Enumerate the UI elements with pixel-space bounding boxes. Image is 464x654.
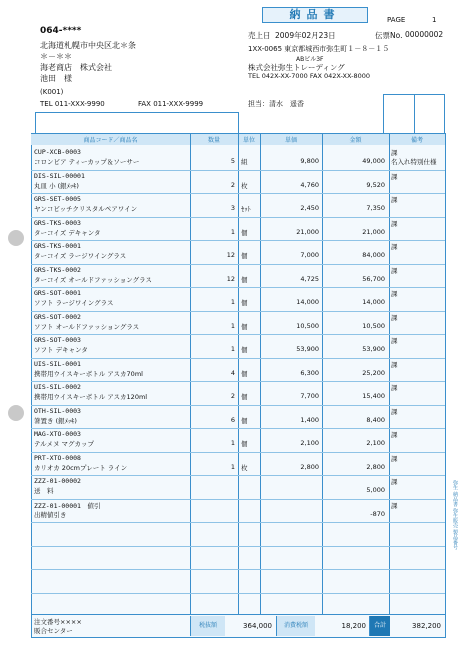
- row-tax-mark: 課: [391, 219, 398, 228]
- row-amount: 14,000: [362, 298, 385, 306]
- row-item-code: MAG-XTO-0003: [34, 430, 81, 438]
- footer-memo-2: 販合センター: [34, 627, 73, 635]
- col-divider: [389, 134, 390, 614]
- row-tax-mark: 課: [391, 290, 398, 298]
- row-amount: 5,000: [366, 486, 385, 494]
- row-divider: [31, 358, 445, 359]
- row-qty: 3: [230, 204, 235, 212]
- issuer-tel-fax: TEL 042X-XX-7000 FAX 042X-XX-8000: [248, 72, 370, 80]
- row-amount: 56,700: [362, 274, 385, 283]
- row-amount: 15,400: [362, 392, 385, 400]
- col-divider: [260, 134, 261, 614]
- row-unit: 個: [241, 228, 248, 237]
- row-price: 53,900: [296, 345, 319, 353]
- row-amount: 7,350: [366, 204, 385, 212]
- row-item-name: カリオカ 20cmプレート ライン: [34, 463, 128, 472]
- footer-memo-1: 注文番号××××: [34, 618, 82, 626]
- row-item-code: CUP-XCB-0003: [34, 148, 81, 156]
- header-item: 商品コード／商品名: [83, 137, 138, 144]
- row-tax-mark: 課: [391, 360, 398, 369]
- row-unit: 枚: [241, 463, 248, 472]
- row-unit: ｾｯﾄ: [241, 205, 251, 213]
- row-price: 9,800: [300, 157, 319, 165]
- row-item-code: ZZZ-01-00002: [34, 477, 81, 485]
- row-divider: [31, 170, 445, 171]
- row-unit: 個: [241, 416, 248, 425]
- row-tax-mark: 課: [391, 172, 398, 181]
- row-amount: 2,800: [366, 462, 385, 471]
- subtotal-value: 364,000: [243, 622, 272, 630]
- row-item-name: コロンビア ティーカップ＆ソーサー: [34, 158, 140, 166]
- row-item-code: GRS-TKS-0002: [34, 265, 81, 274]
- row-item-code: UIS-SIL-0001: [34, 359, 81, 368]
- row-unit: 個: [241, 369, 248, 378]
- row-item-code: GRS-TKS-0001: [34, 242, 81, 250]
- customer-code-box: [35, 112, 239, 134]
- row-tax-mark: 課: [391, 337, 398, 345]
- row-unit: 枚: [241, 181, 248, 190]
- footer-divider: [31, 614, 445, 615]
- row-price: 4,725: [300, 274, 319, 283]
- row-divider: [31, 593, 445, 594]
- row-amount: 2,100: [366, 439, 385, 447]
- row-amount: 49,000: [362, 157, 385, 165]
- row-amount: 10,500: [362, 321, 385, 330]
- row-tax-mark: 課: [391, 313, 398, 322]
- page-number: 1: [432, 16, 437, 24]
- punch-hole-bottom: [8, 405, 24, 421]
- margin-text: 弥生 納品書 弥生販売 製品番号: [452, 480, 458, 550]
- row-price: 21,000: [296, 227, 319, 236]
- row-qty: 1: [230, 462, 235, 471]
- row-qty: 12: [226, 251, 235, 259]
- row-item-name: 携帯用ウイスキーボトル アスカ120ml: [34, 393, 148, 401]
- row-divider: [31, 522, 445, 523]
- row-price: 2,800: [300, 462, 319, 471]
- row-item-code: GRS-SOT-0003: [34, 336, 81, 344]
- row-qty: 1: [230, 439, 235, 447]
- issuer-address-1: 1XX-0065 東京都城西市弥生町１－８－１５: [248, 45, 390, 53]
- row-qty: 4: [230, 368, 235, 377]
- customer-tel: TEL 011-XXX-9990: [40, 100, 105, 108]
- row-item-name: ソフト オールドファッショングラス: [34, 322, 140, 331]
- row-item-code: DIS-SIL-00001: [34, 171, 85, 180]
- document-title: 納品書: [262, 7, 368, 23]
- row-price: 6,300: [300, 368, 319, 377]
- slip-no-label: 伝票No.: [375, 31, 403, 40]
- row-qty: 6: [230, 415, 235, 424]
- row-divider: [31, 217, 445, 218]
- page-label: PAGE: [387, 16, 406, 24]
- row-tax-mark: 課: [391, 149, 398, 157]
- row-divider: [31, 569, 445, 570]
- row-amount: 21,000: [362, 227, 385, 236]
- row-divider: [31, 334, 445, 335]
- customer-fax: FAX 011-XXX-9999: [138, 100, 204, 108]
- row-amount: -870: [370, 509, 385, 518]
- total-value: 382,200: [412, 622, 441, 630]
- row-amount: 53,900: [362, 345, 385, 353]
- row-price: 14,000: [296, 298, 319, 306]
- tax-value: 18,200: [341, 622, 366, 630]
- tax-label: 消費税額: [276, 616, 315, 636]
- row-divider: [31, 452, 445, 453]
- row-divider: [31, 381, 445, 382]
- row-price: 2,450: [300, 204, 319, 212]
- row-unit: 組: [241, 158, 248, 166]
- row-tax-mark: 課: [391, 266, 398, 275]
- row-price: 10,500: [296, 321, 319, 330]
- row-item-name: ターコイズ オールドファッショングラス: [34, 275, 152, 284]
- row-tax-mark: 課: [391, 501, 398, 510]
- col-divider: [238, 134, 239, 614]
- row-price: 7,000: [300, 251, 319, 259]
- row-tax-mark: 課: [391, 478, 398, 486]
- row-item-name: 出精値引き: [34, 510, 67, 519]
- row-qty: 5: [230, 157, 235, 165]
- row-item-name: 丸皿 小 (銀ﾒｯｷ): [34, 181, 79, 190]
- row-qty: 1: [230, 227, 235, 236]
- row-divider: [31, 287, 445, 288]
- row-item-name: ソフト デキャンタ: [34, 346, 88, 354]
- col-divider: [322, 134, 323, 614]
- total-label: 合計: [369, 616, 390, 636]
- stamp-box: [383, 94, 445, 134]
- row-item-code: UIS-SIL-0002: [34, 383, 81, 391]
- row-price: 1,400: [300, 415, 319, 424]
- row-price: 2,100: [300, 439, 319, 447]
- row-divider: [31, 428, 445, 429]
- row-item-name: 送 料: [34, 487, 54, 495]
- row-amount: 9,520: [366, 180, 385, 189]
- row-unit: 個: [241, 440, 248, 448]
- row-item-name: ソフト ラージワイングラス: [34, 299, 114, 307]
- issuer-address-2: ABビル3F: [296, 56, 324, 63]
- row-qty: 2: [230, 392, 235, 400]
- header-price: 単価: [284, 137, 297, 144]
- row-amount: 8,400: [366, 415, 385, 424]
- customer-code: (K001): [40, 88, 64, 96]
- row-tax-mark: 課: [391, 454, 398, 463]
- row-amount: 84,000: [362, 251, 385, 259]
- row-divider: [31, 546, 445, 547]
- row-item-code: GRS-SOT-0001: [34, 289, 81, 297]
- row-unit: 個: [241, 322, 248, 331]
- row-tax-mark: 課: [391, 384, 398, 392]
- row-item-name: 箸置き (銀ﾒｯｷ): [34, 416, 77, 425]
- row-amount: 25,200: [362, 368, 385, 377]
- row-item-code: GRS-SET-0005: [34, 195, 81, 203]
- row-unit: 個: [241, 393, 248, 401]
- sale-date: 2009年02月23日: [275, 31, 336, 40]
- row-qty: 1: [230, 321, 235, 330]
- row-qty: 2: [230, 180, 235, 189]
- row-item-name: ターコイズ デキャンタ: [34, 228, 101, 237]
- row-unit: 個: [241, 346, 248, 354]
- header-qty: 数量: [207, 137, 220, 144]
- row-divider: [31, 499, 445, 500]
- row-tax-mark: 課: [391, 196, 398, 204]
- row-tax-mark: 課: [391, 407, 398, 416]
- row-qty: 1: [230, 298, 235, 306]
- col-divider: [190, 134, 191, 614]
- row-item-name: ターコイズ ラージワイングラス: [34, 252, 127, 260]
- row-price: 7,700: [300, 392, 319, 400]
- row-divider: [31, 193, 445, 194]
- row-item-name: ヤンコビッチクリスタルペアワイン: [34, 205, 138, 213]
- row-item-code: GRS-SOT-0002: [34, 312, 81, 321]
- row-divider: [31, 311, 445, 312]
- row-divider: [31, 240, 445, 241]
- customer-postal: 064-****: [40, 26, 82, 36]
- row-item-name: テルメヌ マグカップ: [34, 440, 94, 448]
- row-qty: 1: [230, 345, 235, 353]
- row-tax-mark: 課: [391, 243, 398, 251]
- subtotal-label: 税抜額: [190, 616, 225, 636]
- row-unit: 個: [241, 252, 248, 260]
- customer-person: 池田 様: [40, 74, 72, 83]
- row-item-code: PRT-XTO-0008: [34, 453, 81, 462]
- row-unit: 個: [241, 275, 248, 284]
- header-unit: 単位: [242, 137, 255, 144]
- customer-address-2: ＊－＊＊: [40, 52, 72, 61]
- row-unit: 個: [241, 299, 248, 307]
- row-item-code: ZZZ-01-00001 値引: [34, 501, 101, 510]
- punch-hole-top: [8, 230, 24, 246]
- row-item-code: GRS-TKS-0003: [34, 218, 81, 227]
- slip-no: 00000002: [405, 30, 444, 39]
- row-item-name: 携帯用ウイスキーボトル アスカ70ml: [34, 369, 143, 378]
- row-qty: 12: [226, 274, 235, 283]
- customer-address-1: 北海道札幌市中央区北＊条: [40, 41, 136, 50]
- row-divider: [31, 405, 445, 406]
- customer-company: 海老商店 株式会社: [40, 63, 112, 72]
- issuer-company: 株式会社弥生トレーディング: [248, 63, 345, 72]
- row-divider: [31, 475, 445, 476]
- issuer-staff: 担当：清水 遥香: [248, 100, 304, 108]
- row-divider: [31, 264, 445, 265]
- row-item-code: OTH-SIL-0003: [34, 406, 81, 415]
- row-price: 4,760: [300, 180, 319, 189]
- row-tax-mark: 課: [391, 431, 398, 439]
- header-note: 備考: [410, 137, 423, 144]
- header-amount: 金額: [349, 137, 362, 144]
- row-note: 名入れ特別仕様: [391, 158, 437, 166]
- sale-date-label: 売上日: [248, 31, 271, 40]
